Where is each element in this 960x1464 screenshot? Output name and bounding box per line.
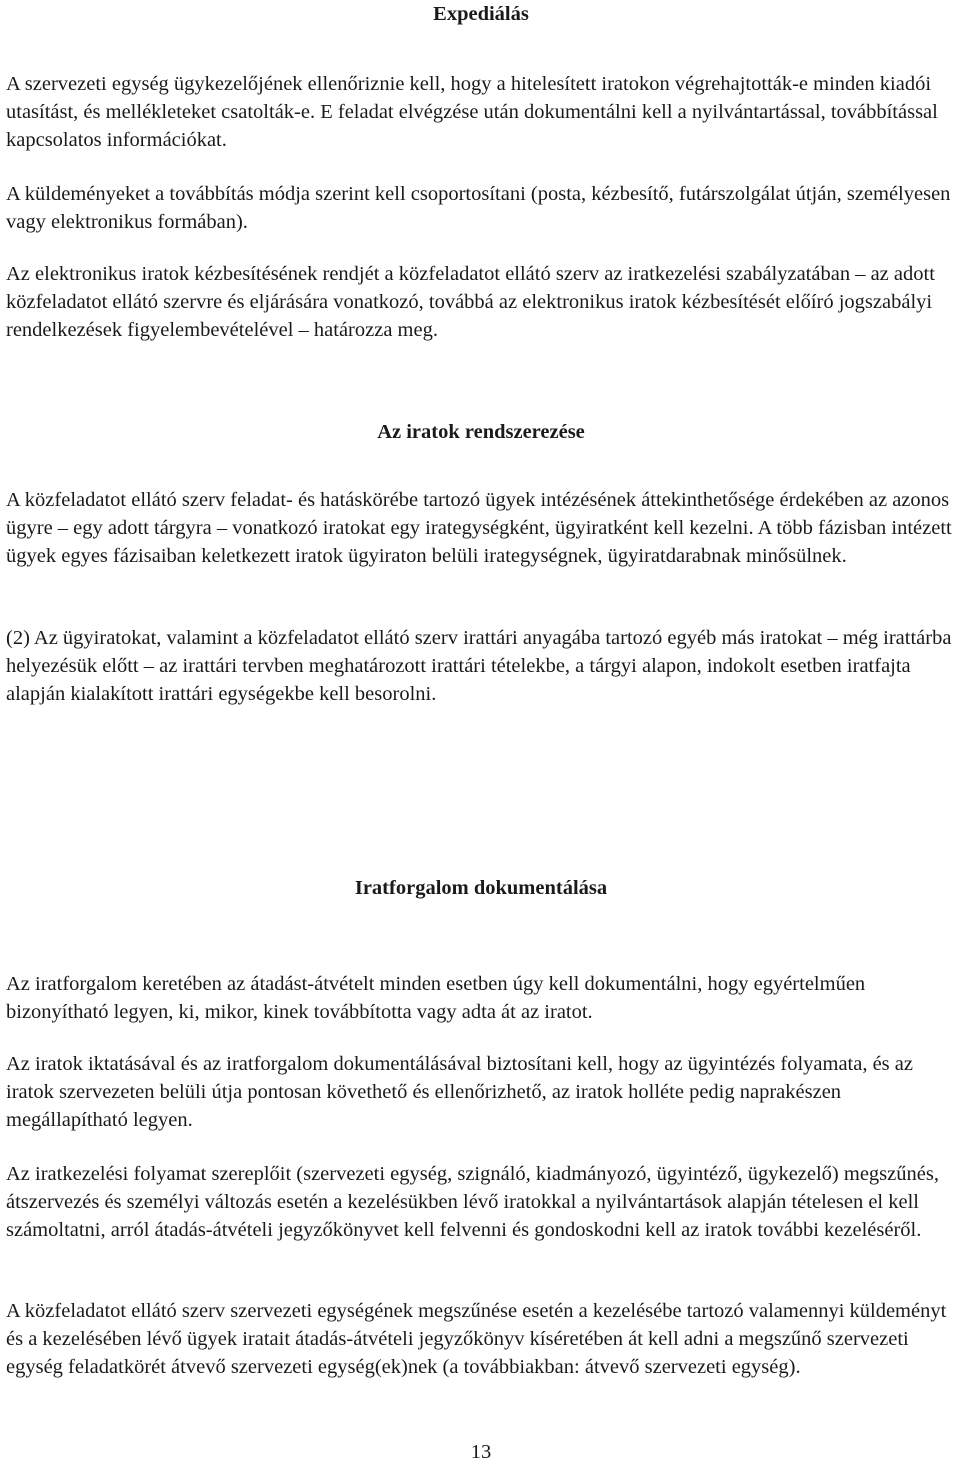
page-number: 13 (470, 1441, 492, 1463)
paragraph: Az iratforgalom keretében az átadást-átvételt minden esetben úgy kell dokumentálni, hogy egyértelműen bizonyítható legyen, ki, mikor, kinek továbbította vagy adta át az iratot. (6, 973, 866, 1023)
paragraph: Az iratok iktatásával és az iratforgalom dokumentálásával biztosítani kell, hogy az ügyintézés folyamata, és az iratok szervezeten belüli útja pontosan követhető és ellenőrizhető, az iratok holléte pedig naprakészen megállapítható legyen. (6, 1053, 913, 1131)
section-title-expedialas: Expediálás (433, 3, 529, 25)
paragraph: A közfeladatot ellátó szerv szervezeti egységének megszűnése esetén a kezelésébe tartozó valamennyi küldeményt és a kezelésében lévő ügyek iratait átadás-átvételi jegyzőkönyv kíséretében át kell adni a megszűnő szervezeti egység feladatkörét átvevő szervezeti egység(ek)nek (a továbbiakban: átvevő szervezeti egység). (6, 1300, 947, 1378)
paragraph: A szervezeti egység ügykezelőjének ellenőriznie kell, hogy a hitelesített iratokon végrehajtották-e minden kiadói utasítást, és mellékleteket csatolták-e. E feladat elvégzése után dokumentálni kell a nyilvántartással, továbbítással kapcsolatos információkat. (6, 73, 938, 151)
paragraph: Az elektronikus iratok kézbesítésének rendjét a közfeladatot ellátó szerv az iratkezelési szabályzatában – az adott közfeladatot ellátó szervre és eljárására vonatkozó, továbbá az elektronikus iratok kézbesítését előíró jogszabályi rendelkezések figyelembevételével – határozza meg. (6, 263, 935, 341)
document-page (6, 0, 956, 1464)
paragraph: (2) Az ügyiratokat, valamint a közfeladatot ellátó szerv irattári anyagába tartozó egyéb más iratokat – még irattárba helyezésük előtt – az irattári tervben meghatározott irattári tételekbe, a tárgyi alapon, indokolt esetben iratfajta alapján kialakított irattári egységekbe kell besorolni. (6, 627, 952, 705)
section-title-iratok-rendszerezese: Az iratok rendszerezése (377, 421, 585, 443)
paragraph: A küldeményeket a továbbítás módja szerint kell csoportosítani (posta, kézbesítő, futárszolgálat útján, személyesen vagy elektronikus formában). (6, 183, 951, 233)
paragraph: A közfeladatot ellátó szerv feladat- és hatáskörébe tartozó ügyek intézésének áttekinthetősége érdekében az azonos ügyre – egy adott tárgyra – vonatkozó iratokat egy irategységként, ügyiratként kell kezelni. A több fázisban intézett ügyek egyes fázisaiban keletkezett iratok ügyiraton belüli irategységnek, ügyiratdarabnak minősülnek. (6, 489, 952, 567)
section-title-iratforgalom-dokumentalasa: Iratforgalom dokumentálása (354, 877, 608, 899)
paragraph: Az iratkezelési folyamat szereplőit (szervezeti egység, szignáló, kiadmányozó, ügyintéző, ügykezelő) megszűnés, átszervezés és személyi változás esetén a kezelésükben lévő iratokkal a nyilvántartások alapján tételesen el kell számoltatni, arról átadás-átvételi jegyzőkönyvet kell felvenni és gondoskodni kell az iratok további kezeléséről. (6, 1163, 939, 1241)
